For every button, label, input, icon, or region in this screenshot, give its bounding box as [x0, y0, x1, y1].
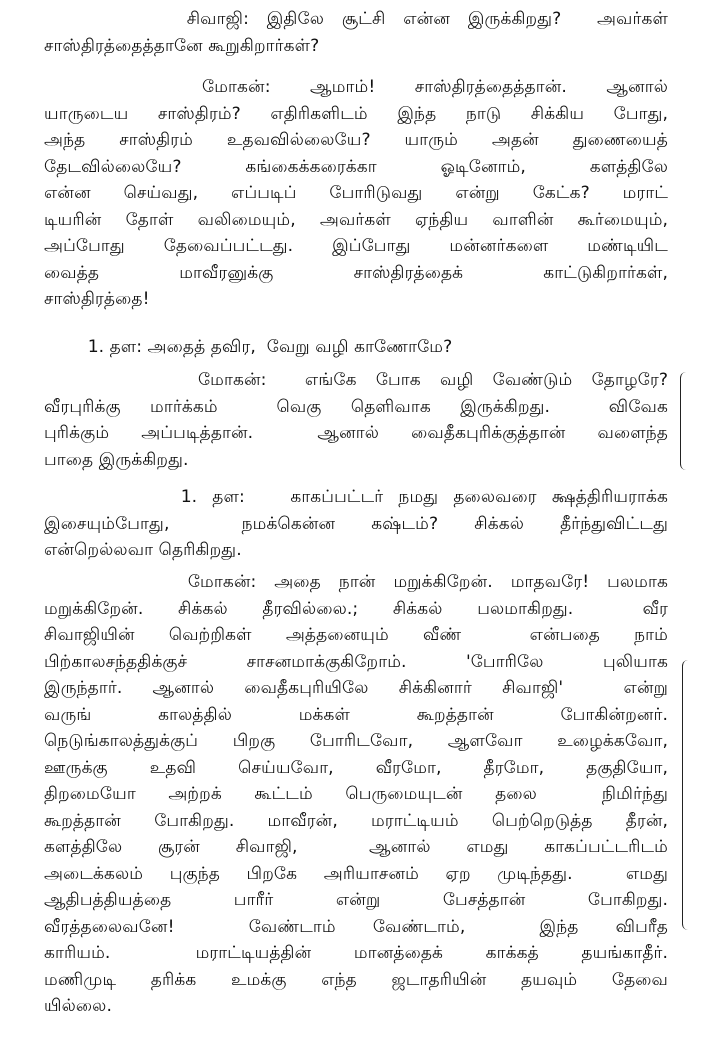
text-line: இசையும்போது, நமக்கென்ன கஷ்டம்? சிக்கல் தீர்ந்துவிட்டது: [44, 513, 668, 534]
text-line: திறமையோ அற்றக் கூட்டம் பெருமையுடன் தலை நிமிர்ந்து: [44, 784, 668, 804]
text-line: கூறத்தான் போகிறது. மாவீரன், மராட்டியம் பெற்றெடுத்த தீரன்,: [44, 810, 668, 831]
text-line: வருங் காலத்தில் மக்கள் கூறத்தான் போகின்றனர்.: [44, 704, 668, 725]
text-line: மோகன்: எங்கே போக வழி வேண்டும் தோழரே?: [44, 370, 668, 390]
text-line: நெடுங்காலத்துக்குப் பிறகு போரிடவோ, ஆளவோ உழைக்கவோ,: [44, 731, 668, 751]
text-line: பிற்காலசந்ததிக்குச் சாசனமாக்குகிறோம். 'போரிலே புலியாக: [44, 651, 668, 672]
text-line: டியரின் தோள் வலிமையும், அவர்கள் ஏந்திய வாளின் கூர்மையும்,: [44, 209, 668, 230]
text-line: அடைக்கலம் புகுந்த பிறகே அரியாசனம் ஏற முடிந்தது. எமது: [44, 863, 668, 884]
text-line: பாதை இருக்கிறது.: [44, 449, 189, 470]
margin-bracket: [682, 660, 689, 930]
text-line: 1. தள: அதைத் தவிர, வேறு வழி காணோமே?: [44, 337, 453, 357]
text-line: சாஸ்திரத்தை!: [44, 289, 150, 309]
paragraph-shivaji-question: [44, 6, 668, 59]
text-line: யாருடைய சாஸ்திரம்? எதிரிகளிடம் இந்த நாடு சிக்கிய போது,: [44, 103, 668, 124]
text-line: புரிக்கும் அப்படித்தான். ஆனால் வைதீகபுரிக்குத்தான் வளைந்த: [44, 423, 668, 443]
margin-bracket: [680, 372, 687, 470]
text-line: என்ன செய்வது, எப்படிப் போரிடுவது என்று கேட்க? மராட்: [44, 183, 668, 203]
text-line: களத்திலே சூரன் சிவாஜி, ஆனால் எமது காகப்பட்டரிடம்: [44, 837, 668, 857]
text-line: சிவாஜியின் வெற்றிகள் அத்தனையும் வீண் என்பதை நாம்: [44, 625, 668, 645]
text-line: சாஸ்திரத்தைத்தானே கூறுகிறார்கள்?: [44, 35, 320, 56]
paragraph-mohan-reply: [44, 74, 668, 313]
text-line: அப்போது தேவைப்பட்டது. இப்போது மன்னர்களை மண்டியிட: [44, 236, 668, 256]
text-line: யில்லை.: [44, 996, 112, 1016]
text-line: மணிமுடி தரிக்க உமக்கு எந்த ஜடாதரியின் தயவும் தேவை: [44, 969, 668, 990]
paragraph-thala-kaga: [44, 484, 668, 564]
text-line: என்றெல்லவா தெரிகிறது.: [44, 540, 242, 560]
text-line: வைத்த மாவீரனுக்கு சாஸ்திரத்தைக் காட்டுகிறார்கள்,: [44, 262, 668, 283]
text-line: ஆதிபத்தியத்தை பாரீர் என்று பேசத்தான் போகிறது.: [44, 890, 668, 910]
text-line: மோகன்: ஆமாம்! சாஸ்திரத்தைத்தான். ஆனால்: [44, 77, 668, 97]
text-line: காரியம். மராட்டியத்தின் மானத்தைக் காக்கத் தயங்காதீர்.: [44, 943, 668, 963]
text-line: வீரத்தலைவனே! வேண்டாம் வேண்டாம், இந்த விபரீத: [44, 916, 668, 937]
text-line: ஊருக்கு உதவி செய்யவோ, வீரமோ, தீரமோ, தகுதியோ,: [44, 757, 668, 778]
text-line: 1. தள: காகப்பட்டர் நமது தலைவரை க்ஷத்திரியராக்க: [44, 487, 668, 507]
text-line: மோகன்: அதை நான் மறுக்கிறேன். மாதவரே! பலமாக: [44, 572, 668, 592]
text-line: தேடவில்லையே? கங்கைக்கரைக்கா ஓடினோம், களத்திலே: [44, 156, 668, 177]
text-line: மறுக்கிறேன். சிக்கல் தீரவில்லை.; சிக்கல் பலமாகிறது. வீர: [44, 598, 668, 619]
text-line: சிவாஜி: இதிலே சூட்சி என்ன இருக்கிறது? அவர்கள்: [44, 9, 668, 29]
paragraph-thala-question: [44, 334, 668, 361]
paragraph-mohan-refusal: [44, 569, 668, 1020]
text-line: அந்த சாஸ்திரம் உதவவில்லையே? யாரும் அதன் துணையைத்: [44, 130, 668, 150]
paragraph-mohan-path: [44, 367, 668, 473]
text-line: வீரபுரிக்கு மார்க்கம் வெகு தெளிவாக இருக்கிறது. விவேக: [44, 396, 668, 417]
text-line: இருந்தார். ஆனால் வைதீகபுரியிலே சிக்கினார் சிவாஜி' என்று: [44, 678, 668, 698]
